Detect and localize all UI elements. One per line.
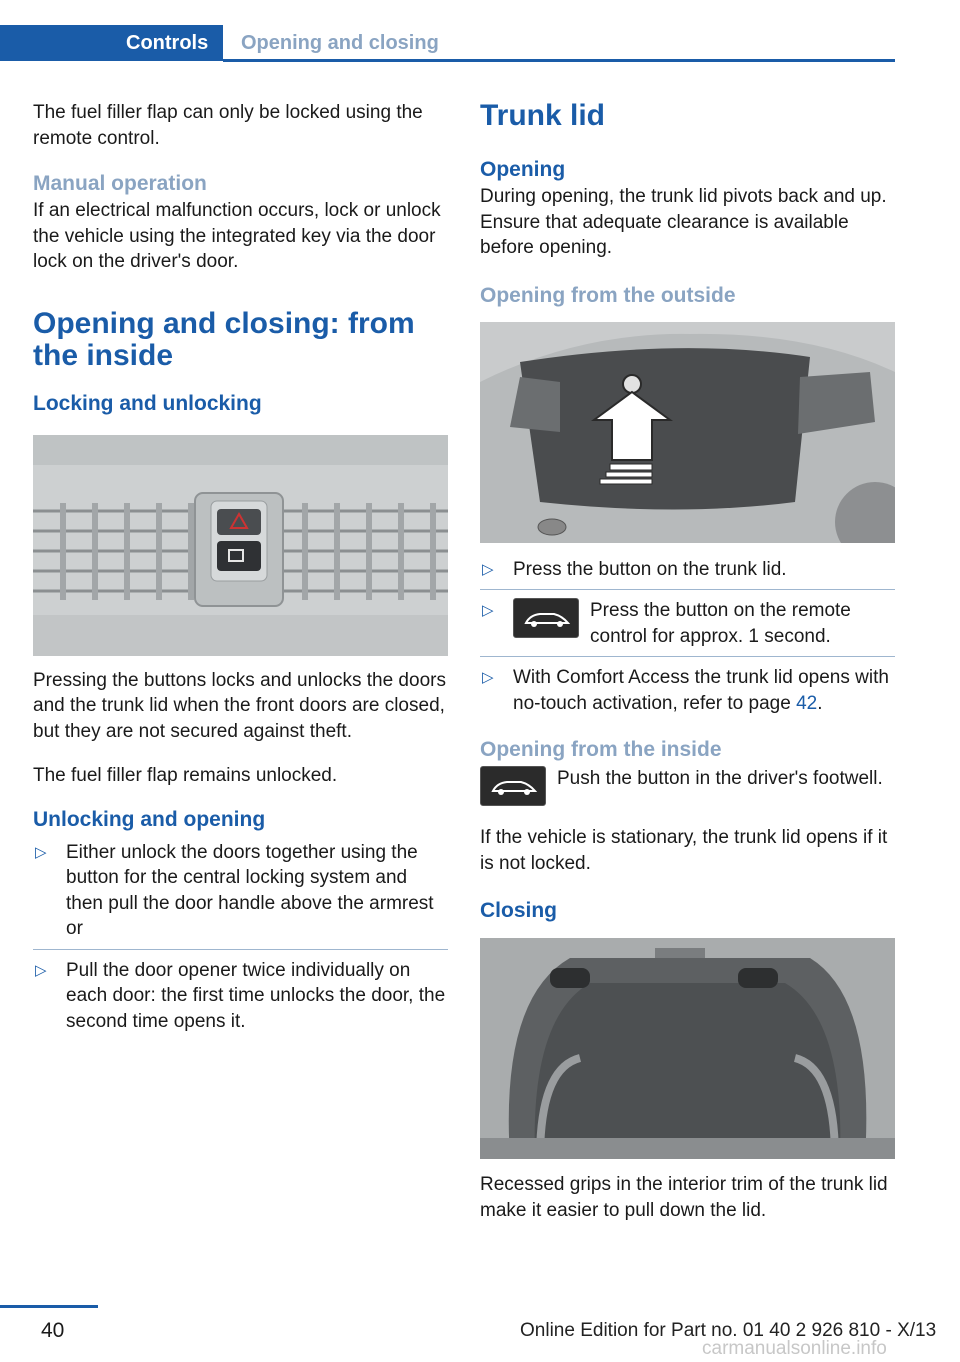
opening-text: During opening, the trunk lid pivots back and up. Ensure that adequate clearance is available before opening.	[480, 186, 887, 258]
opening-heading: Opening	[480, 158, 566, 181]
trunk-outside-illustration	[480, 322, 895, 543]
page-number: 40	[41, 1319, 65, 1342]
closing-text: Recessed grips in the interior trim of the trunk lid make it easier to pull down the lid.	[480, 1174, 888, 1221]
locking-heading: Locking and unlocking	[33, 391, 262, 415]
list-item	[480, 557, 895, 591]
inside-text: Push the button in the driver's footwell.	[557, 768, 883, 789]
door-lock-buttons-illustration	[33, 435, 448, 656]
chapter-tab[interactable]	[0, 25, 223, 61]
list-item	[33, 840, 448, 950]
chapter-label: Controls	[126, 32, 209, 54]
header-rule	[223, 59, 895, 62]
outside-list	[480, 557, 895, 724]
inside-heading: Opening from the inside	[480, 738, 722, 761]
locking-text: Pressing the buttons locks and unlocks the doors and the trunk lid when the front doors are closed, but they are not secured against theft.	[33, 669, 446, 742]
list-item-text: Press the button on the remote control for approx. 1 second.	[590, 600, 851, 647]
footwell-trunk-button-icon	[480, 766, 546, 806]
bullet-triangle-icon: ▷	[482, 602, 494, 619]
main-heading: Opening and closing: from the inside	[33, 306, 415, 372]
list-item	[33, 958, 448, 1042]
list-item	[480, 665, 895, 723]
trunk-lid-title: Trunk lid	[480, 99, 606, 132]
unlocking-heading: Unlocking and opening	[33, 807, 266, 831]
manual-heading: Manual operation	[33, 172, 207, 195]
outside-heading: Opening from the outside	[480, 283, 736, 307]
closing-heading: Closing	[480, 899, 557, 922]
bullet-triangle-icon: ▷	[35, 843, 47, 861]
trunk-closing-illustration	[480, 938, 895, 1159]
list-item-text: Pull the door opener twice individually on each door: the first time unlocks the door, the second time opens it.	[66, 959, 446, 1032]
right-column	[480, 100, 895, 1223]
list-item-text-end: .	[817, 692, 823, 714]
stationary-text: If the vehicle is stationary, the trunk lid opens if it is not locked.	[480, 827, 888, 874]
bullet-triangle-icon: ▷	[482, 560, 494, 578]
list-item	[480, 598, 895, 657]
list-item-text: Either unlock the doors together using the button for the central locking system and then pull the door handle above the armrest or	[66, 841, 434, 939]
remote-trunk-button-icon	[513, 598, 579, 638]
unlocking-list	[33, 840, 448, 1042]
bullet-triangle-icon: ▷	[482, 669, 494, 686]
list-item-text: With Comfort Access the trunk lid opens with no-touch activation, refer to page	[513, 667, 889, 714]
section-title: Opening and closing	[241, 32, 439, 54]
bullet-triangle-icon: ▷	[35, 961, 47, 979]
watermark: carmanualsonline.info	[702, 1338, 887, 1359]
list-item-text: Press the button on the trunk lid.	[513, 558, 787, 580]
footer-rule	[0, 1305, 98, 1308]
left-column	[33, 100, 448, 1049]
fuel-flap-text: The fuel filler flap remains unlocked.	[33, 765, 338, 786]
manual-text: If an electrical malfunction occurs, lock or unlock the vehicle using the integrated key via the door lock on the driver's door.	[33, 200, 441, 272]
online-edition-text: Online Edition for Part no. 01 40 2 926 810 - X/13	[520, 1320, 937, 1341]
page-link[interactable]: 42	[796, 692, 818, 714]
intro-text: The fuel filler flap can only be locked using the remote control.	[33, 102, 423, 149]
